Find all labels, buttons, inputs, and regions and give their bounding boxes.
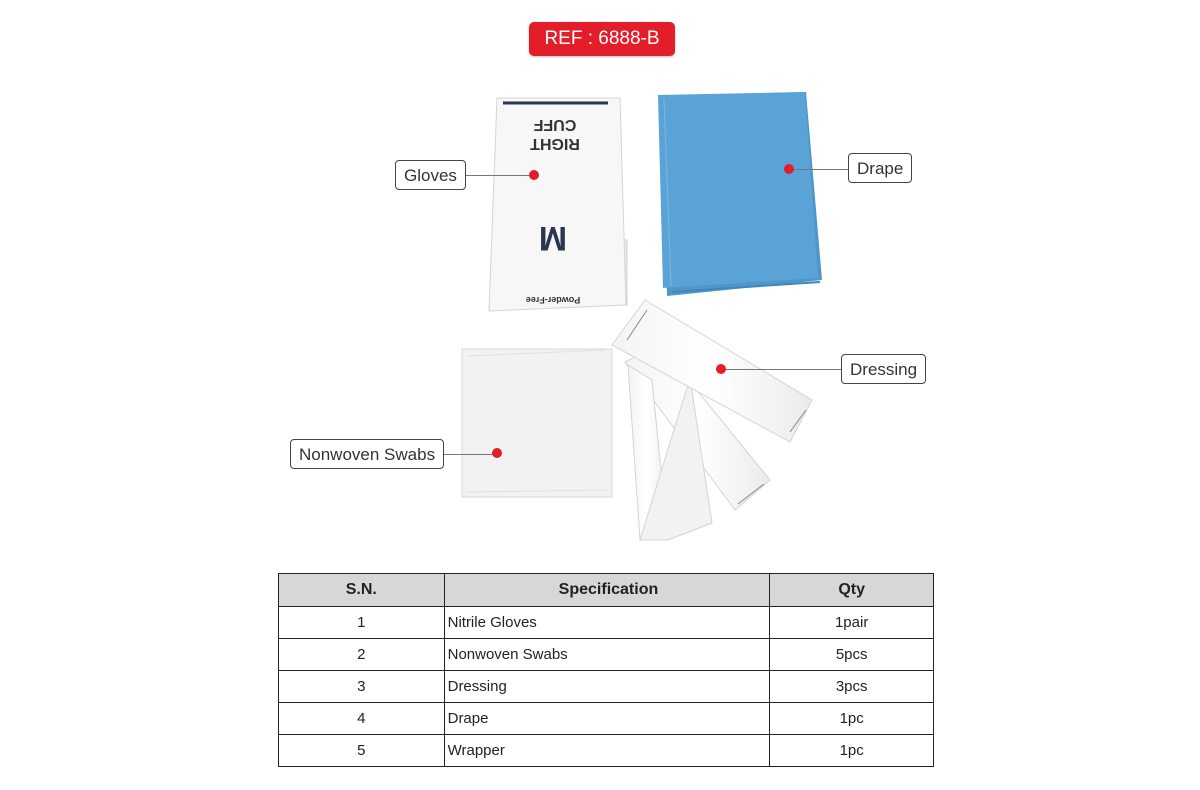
swabs-label: Nonwoven Swabs (290, 439, 444, 469)
row-qty: 1pair (770, 607, 934, 639)
row-sn: 3 (279, 671, 445, 703)
row-sn: 5 (279, 735, 445, 767)
row-specification: Dressing (444, 671, 770, 703)
glove-packet-size-text: M (538, 219, 568, 257)
row-qty: 1pc (770, 735, 934, 767)
table-header-row (279, 574, 934, 607)
row-specification: Nonwoven Swabs (444, 639, 770, 671)
dressing-strips (612, 300, 812, 540)
drape-marker (784, 164, 794, 174)
table-row (279, 703, 934, 735)
glove-packet (489, 98, 627, 311)
table-row (279, 607, 934, 639)
ref-badge: REF : 6888-B (529, 22, 675, 56)
table-row (279, 671, 934, 703)
row-specification: Nitrile Gloves (444, 607, 770, 639)
dressing-marker (716, 364, 726, 374)
header-sn: S.N. (279, 574, 445, 607)
drape-leader-line (789, 169, 849, 170)
row-sn: 4 (279, 703, 445, 735)
row-qty: 3pcs (770, 671, 934, 703)
row-sn: 1 (279, 607, 445, 639)
glove-packet-powder-text: Powder-Free (525, 295, 581, 305)
swabs-leader-line (442, 454, 498, 455)
gloves-leader-line (460, 175, 534, 176)
swabs-marker (492, 448, 502, 458)
gloves-marker (529, 170, 539, 180)
row-qty: 5pcs (770, 639, 934, 671)
glove-packet-right-text: RIGHT (530, 135, 580, 152)
dressing-label: Dressing (841, 354, 926, 384)
table-row (279, 735, 934, 767)
dressing-leader-line (721, 369, 842, 370)
drape-sheet (658, 92, 822, 296)
row-specification: Drape (444, 703, 770, 735)
row-specification: Wrapper (444, 735, 770, 767)
header-specification: Specification (444, 574, 770, 607)
row-sn: 2 (279, 639, 445, 671)
nonwoven-swabs (462, 349, 612, 497)
table-row (279, 639, 934, 671)
drape-label: Drape (848, 153, 912, 183)
header-qty: Qty (770, 574, 934, 607)
specification-table (278, 573, 934, 767)
row-qty: 1pc (770, 703, 934, 735)
gloves-label: Gloves (395, 160, 466, 190)
glove-packet-cuff-text: CUFF (533, 116, 577, 133)
